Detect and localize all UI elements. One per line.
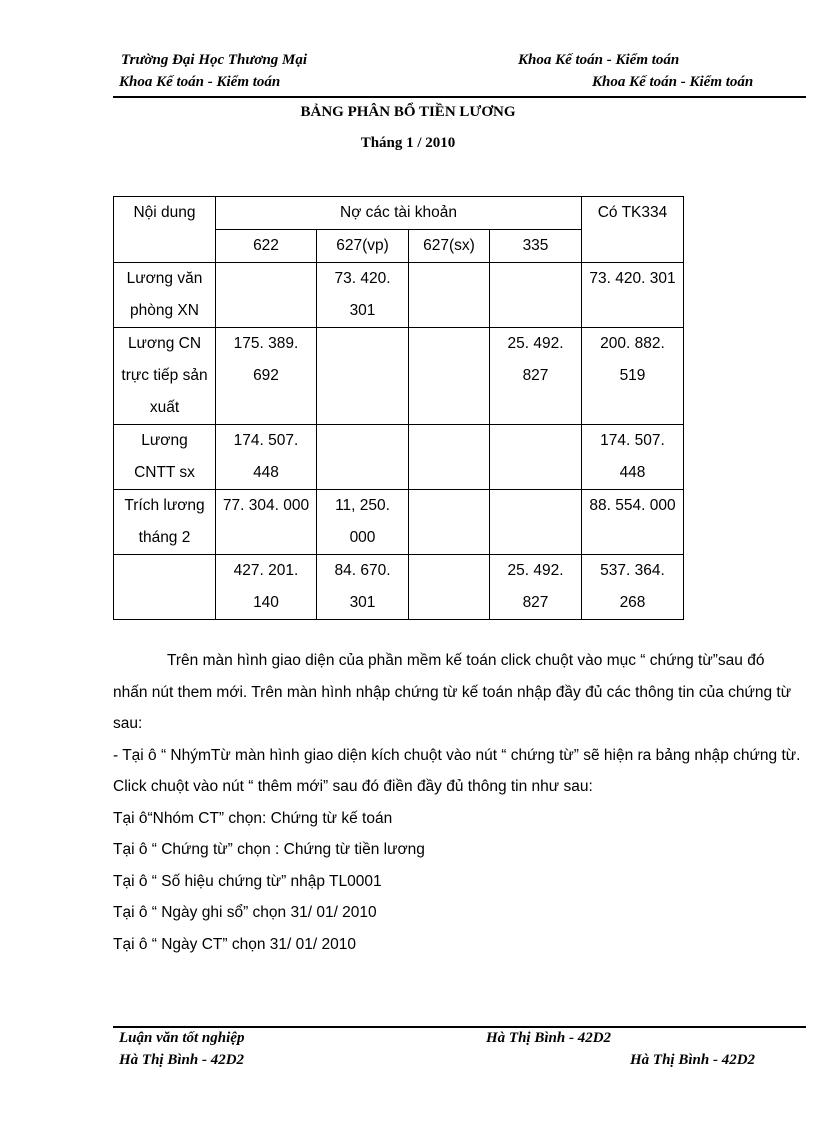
cell-627sx	[409, 425, 490, 490]
paragraph-intro: Trên màn hình giao diện của phần mềm kế toán click chuột vào mục “ chứng từ”sau đó nhấn nút them mới. Trên màn hình nhập chứng từ kế toán nhập đầy đủ các thông tin của chứng từ sau:	[113, 652, 792, 732]
field-line-group: Tại ô“Nhóm CT” chọn: Chứng từ kế toán	[113, 809, 393, 827]
table-total-row	[114, 555, 684, 620]
field-line-voucher: Tại ô “ Chứng từ” chọn : Chứng từ tiền lương	[113, 841, 425, 858]
cell-627vp: 84. 670. 301	[317, 555, 409, 620]
cell-credit: 88. 554. 000	[582, 490, 684, 555]
field-line-voucher-date: Tại ô “ Ngày CT” chọn 31/ 01/ 2010	[113, 935, 356, 953]
header-col-622: 622	[216, 230, 317, 263]
footer-author-right: Hà Thị Bình - 42D2	[486, 1030, 612, 1046]
row-label: Lương CNTT sx	[114, 425, 216, 490]
cell-credit: 174. 507. 448	[582, 425, 684, 490]
header-school: Trường Đại Học Thương Mại	[121, 52, 308, 68]
cell-622: 77. 304. 000	[216, 490, 317, 555]
cell-627vp: 11, 250. 000	[317, 490, 409, 555]
cell-627vp	[317, 328, 409, 425]
footer-author-left: Hà Thị Bình - 42D2	[119, 1052, 245, 1068]
header-col-627vp: 627(vp)	[317, 230, 409, 263]
header-debit-accounts: Nợ các tài khoản	[216, 197, 582, 230]
footer-rule	[113, 1026, 806, 1028]
footer-author-right2: Hà Thị Bình - 42D2	[630, 1052, 756, 1068]
cell-627sx	[409, 490, 490, 555]
cell-335	[490, 263, 582, 328]
cell-622	[216, 263, 317, 328]
header-content: Nội dung	[114, 197, 216, 263]
header-rule	[113, 96, 806, 98]
cell-627sx	[409, 328, 490, 425]
cell-622: 175. 389. 692	[216, 328, 317, 425]
header-faculty-right2: Khoa Kế toán - Kiểm toán	[592, 74, 754, 90]
cell-622: 427. 201. 140	[216, 555, 317, 620]
field-line-number: Tại ô “ Số hiệu chứng từ” nhập TL0001	[113, 872, 382, 890]
cell-335	[490, 490, 582, 555]
body-text	[113, 645, 803, 960]
page-subtitle: Tháng 1 / 2010	[360, 135, 456, 151]
cell-335	[490, 425, 582, 490]
row-label: Trích lương tháng 2	[114, 490, 216, 555]
header-credit-account: Có TK334	[582, 197, 684, 263]
cell-335: 25. 492. 827	[490, 555, 582, 620]
table-row	[114, 490, 684, 555]
footer-thesis: Luận văn tốt nghiệp	[119, 1030, 245, 1046]
cell-credit: 73. 420. 301	[582, 263, 684, 328]
page-title: BẢNG PHÂN BỔ TIỀN LƯƠNG	[300, 104, 516, 120]
header-col-627sx: 627(sx)	[409, 230, 490, 263]
row-label: Lương CN trực tiếp sản xuất	[114, 328, 216, 425]
table-row	[114, 425, 684, 490]
row-label	[114, 555, 216, 620]
cell-622: 174. 507. 448	[216, 425, 317, 490]
cell-credit: 537. 364. 268	[582, 555, 684, 620]
cell-627vp: 73. 420. 301	[317, 263, 409, 328]
field-line-posting-date: Tại ô “ Ngày ghi sổ” chọn 31/ 01/ 2010	[113, 904, 377, 921]
header-col-335: 335	[490, 230, 582, 263]
header-faculty-left: Khoa Kế toán - Kiểm toán	[119, 74, 281, 90]
cell-335: 25. 492. 827	[490, 328, 582, 425]
paragraph-instructions: - Tại ô “ NhýmTừ màn hình giao diện kích chuột vào nút “ chứng từ” sẽ hiện ra bảng nhập chứng từ. Click chuột vào nút “ thêm mới” sau đó điền đầy đủ thông tin như sau:	[113, 746, 801, 795]
cell-627vp	[317, 425, 409, 490]
table-row	[114, 263, 684, 328]
table-header-row	[114, 197, 684, 230]
row-label: Lương văn phòng XN	[114, 263, 216, 328]
salary-allocation-table	[113, 196, 684, 620]
cell-627sx	[409, 263, 490, 328]
table-row	[114, 328, 684, 425]
cell-627sx	[409, 555, 490, 620]
header-faculty-right: Khoa Kế toán - Kiểm toán	[518, 52, 680, 68]
cell-credit: 200. 882. 519	[582, 328, 684, 425]
